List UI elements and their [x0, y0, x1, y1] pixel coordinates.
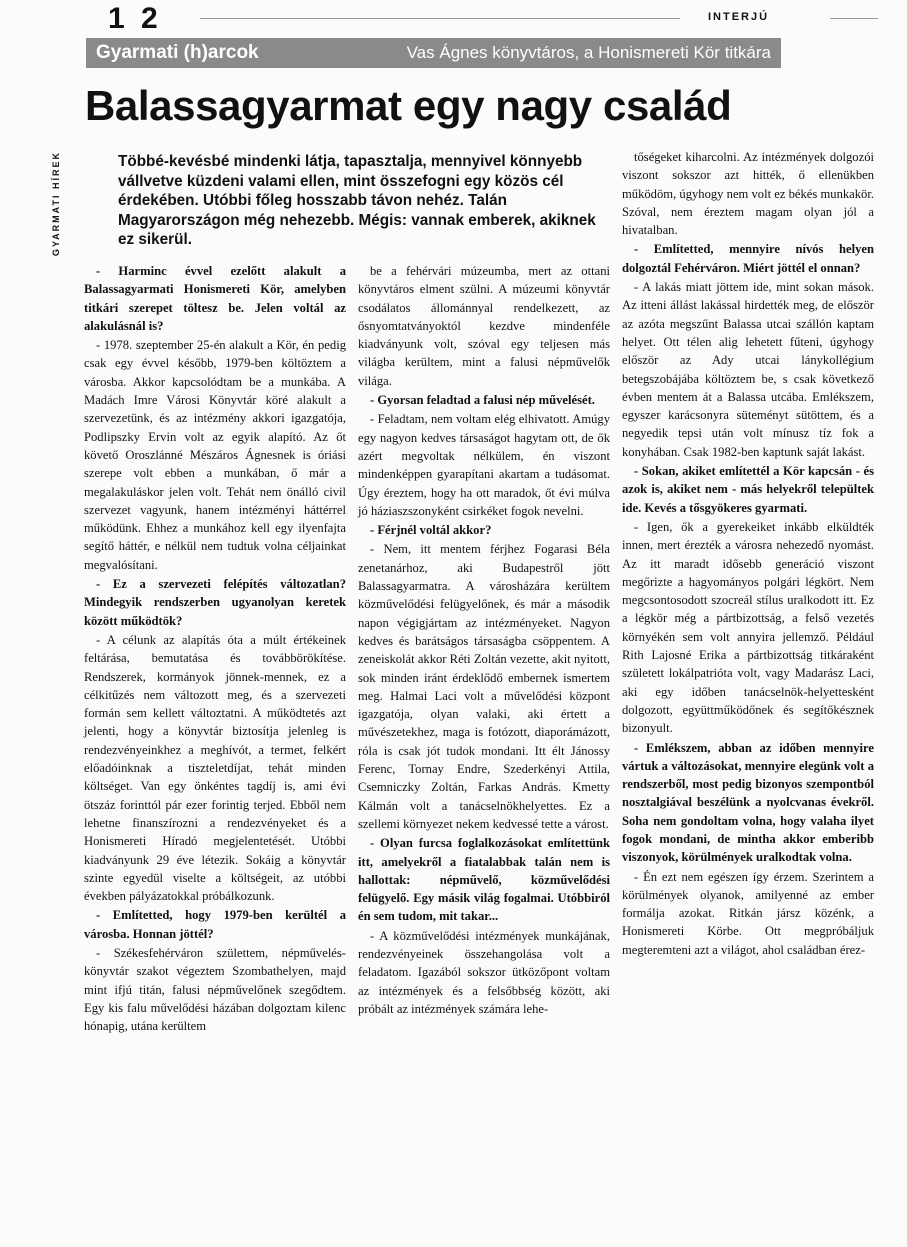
- interview-answer: - A közművelődési intézmények munkájának, rendezvényeinek összehangolása volt a feladatom. Igazából sokszor ütközőpont voltam az intézmények és a felsőbbség között, aki próbált az intézmények számára lehe-: [358, 928, 610, 1016]
- interviewee-caption: Vas Ágnes könyvtáros, a Honismereti Kör titkára: [406, 43, 771, 62]
- interview-question: - Sokan, akiket említettél a Kör kapcsán - és azok is, akiket nem - más helyekről települtek ide. Kevés a tősgyökeres gyarmati.: [622, 464, 874, 515]
- interview-answer: - 1978. szeptember 25-én alakult a Kör, én pedig csak egy évvel később, 1979-ben költöztem a városba. Akkor kapcsolódtam be a munkába. A Madách Imre Városi Könyvtár köré alakult a szervezetünk, és az intézmény akkori igazgatója, Podlipszky Ervin volt az egyik alapító. Az őt követő Oroszlánné Mészáros Ágnesnek is óriási szerepe volt ebben a munkában, ő már a megalakuláskor jelen volt. Tehát nem önálló civil szervezet vagyunk, hanem intézményi háttérrel működünk. Ehhez a munkához kell egy ilyenfajta segítő háttér, e nélkül nem tudtuk volna céljainkat megvalósítani.: [84, 338, 346, 572]
- column-3: [622, 148, 874, 960]
- interview-answer: - Nem, itt mentem férjhez Fogarasi Béla zenetanárhoz, aki Budapestről jött Balassagyarmatra. A városházára kerültem közművelődési felügyelőnek, és már a második napon végigjártam az intézményeket. Nagyon kedves és barátságos társaságba csöppentem. A zeneiskolát akkor Réti Zoltán vezette, akit nyitott, sok minden iránt érdeklődő embernek ismertem meg. Halmai Laci volt a művelődési központ igazgatója, olyan valaki, aki értett a művészetekhez, maga is fotózott, diaporámázott, róla is csak jót tudok mondani. Itt élt Jánossy Ferenc, Tornay Endre, Szederkényi Attila, Csemniczky Zoltán, Farkas András. Kmetty Kálmán volt a tanácselnökhelyettes. Ez a szellemi környezet nekem kedvessé tette a várost.: [358, 542, 610, 831]
- interview-question: - Harminc évvel ezelőtt alakult a Balassagyarmati Honismereti Kör, amelyben titkári szerepet töltesz be. Jelen voltál az alakulásnál is?: [84, 264, 346, 333]
- interview-question: - Férjnél voltál akkor?: [370, 523, 492, 538]
- page-number: 1 2: [108, 2, 162, 35]
- interview-answer: - A lakás miatt jöttem ide, mint sokan mások. Az itteni állást lakással hirdették meg, de először az azóta megszűnt Balassa utcai szállón kaptam helyet. Ott télen alig lehetett fűteni, úgyhogy először az Ady utcai lánykollégium betegszobájába költöztem be, s csak következő évben mentem át a Balassa utcába. Emlékszem, egyszer karácsonyra süteményt sütöttem, és a negyedik tepsi után volt mínusz tíz fok a konyhában. Csak 1982-ben kaptunk saját lakást.: [622, 280, 874, 459]
- interview-answer: - A célunk az alapítás óta a múlt értékeinek feltárása, bemutatása és továbbörökítése. Rendszerek, kormányok jönnek-mennek, ez a célkitűzés nem változott meg, és a szervezeti formán sem kellett változtatni. A működtetés azt jelenti, hogy a könyvtár biztosítja jelenleg is rendezvényeinkhez a meghívót, a termet, felkért előadóinknak a tiszteletdíjat, tehát minden költséget. Van egy önkéntes tagdíj is, ami évi ötszáz forinttól pár ezer forintig terjed. Ebből nem lehetne finanszírozni a rendezvényeket és a Honismereti Híradó megjelentetését. Utóbbi kiadványunk 29 éve létezik. Sokáig a könyvtár szinte egyedül viselte a költségeit, az utóbbi években pályázatokkal próbálkozunk.: [84, 632, 346, 904]
- interview-answer: - Igen, ők a gyerekeiket inkább elküldték innen, mert érezték a városra nehezedő nyomást. Az itt maradt idősebb generáció viszont megőrizte a hagyományos polgári légkört. Nem megcsontosodott szocreál stílus uralkodott itt. Ez a légkör még a pártbizottság, a felső vezetés környékén sem volt annyira jellemző. Például Rith Lajosné Erika a pártbizottság titkáraként született lokálpatrióta volt, vagy Madarász Laci, aki egy időben tanácselnök-helyettesként dolgozott, együttműködőnek és segítőkésznek bizonyult.: [622, 519, 874, 736]
- interview-answer: - Feladtam, nem voltam elég elhivatott. Amúgy egy nagyon kedves társaságot hagytam ott, de ők azért megvoltak nélkülem, én viszont mindenképpen gyarapítani akartam a tudásomat. Úgy éreztem, hogy ha ott maradok, őt évi múlva jó háziaszszonyként csirkéket fogok nevelni.: [358, 412, 610, 518]
- title-banner: [86, 38, 781, 68]
- series-title: Gyarmati (h)arcok: [96, 42, 259, 63]
- interview-question: - Említetted, mennyire nívós helyen dolgoztál Fehérváron. Miért jöttél el onnan?: [622, 242, 874, 275]
- column-1: [84, 262, 346, 1036]
- interview-question: - Ez a szervezeti felépítés változatlan? Mindegyik rendszerben ugyanolyan keretek között működtök?: [84, 577, 346, 628]
- interview-question: - Olyan furcsa foglalkozásokat említettünk itt, amelyekről a fiatalabbak talán nem is hallottak: népművelő, közművelődési felügyelő. Egy másik világ fogalmai. Utóbbiról én sem tudom, mit takar...: [358, 836, 610, 924]
- header-rule-right: [830, 18, 878, 19]
- interview-question: - Gyorsan feladtad a falusi nép művelését.: [370, 393, 595, 408]
- interview-answer: tőségeket kiharcolni. Az intézmények dolgozói viszont sokszor azt hitték, ő ellenükben működöm, úgyhogy nem volt ez békés munkakör. Szóval, nem éreztem magam olyan jól a hivatalban.: [622, 150, 874, 238]
- section-label: INTERJÚ: [708, 11, 770, 23]
- header-rule-left: [200, 18, 680, 19]
- interview-answer: be a fehérvári múzeumba, mert az ottani könyvtáros elment szülni. A múzeumi könyvtár csodálatos állománnyal rendelkezett, az ősnyomtatványoktól kezdve mindenféle kiadványunk volt, szóval egy teljesen más világba kerültem, mint a falusi népművelők világa.: [358, 264, 610, 388]
- column-2: [358, 262, 610, 1019]
- interview-question: - Emlékszem, abban az időben mennyire vártuk a változásokat, mennyire elegünk volt a rendszerből, most pedig bizonyos szempontból nosztalgiával beszélünk a nyolcvanas évekről. Soha nem gondoltam volna, hogy valaha ilyet fogok mondani, de mintha akkor emberibb viszonyok, körülmények uralkodtak volna.: [622, 740, 874, 865]
- side-label: GYARMATI HÍREK: [51, 150, 61, 256]
- interview-question: - Említetted, hogy 1979-ben kerültél a városba. Honnan jöttél?: [84, 908, 346, 941]
- article-lead: Többé-kevésbé mindenki látja, tapasztalja, mennyivel könnyebb vállvetve küzdeni valami ellen, mint összefogni egy közös cél érdekében. Utóbbi főleg hosszabb távon nehéz. Talán Magyarországon még nehezebb. Mégis: vannak emberek, akiknek ez sikerül.: [118, 153, 596, 248]
- article-headline: Balassagyarmat egy nagy család: [85, 82, 732, 129]
- interview-answer: - Székesfehérváron születtem, népművelés-könyvtár szakot végeztem Szombathelyen, majd mint ifjú titán, falusi népművelőnek szegődtem. Egy kis falu művelődési házában dolgoztam kilenc hónapig, utána kerültem: [84, 945, 346, 1034]
- interview-answer: - Én ezt nem egészen így érzem. Szerintem a körülmények olyanok, amilyenné az ember formálja azokat. Ritkán jársz közénk, a Honismereti Körbe. Ott megpróbáljuk megteremteni azt a világot, ahol családban érez-: [622, 869, 874, 957]
